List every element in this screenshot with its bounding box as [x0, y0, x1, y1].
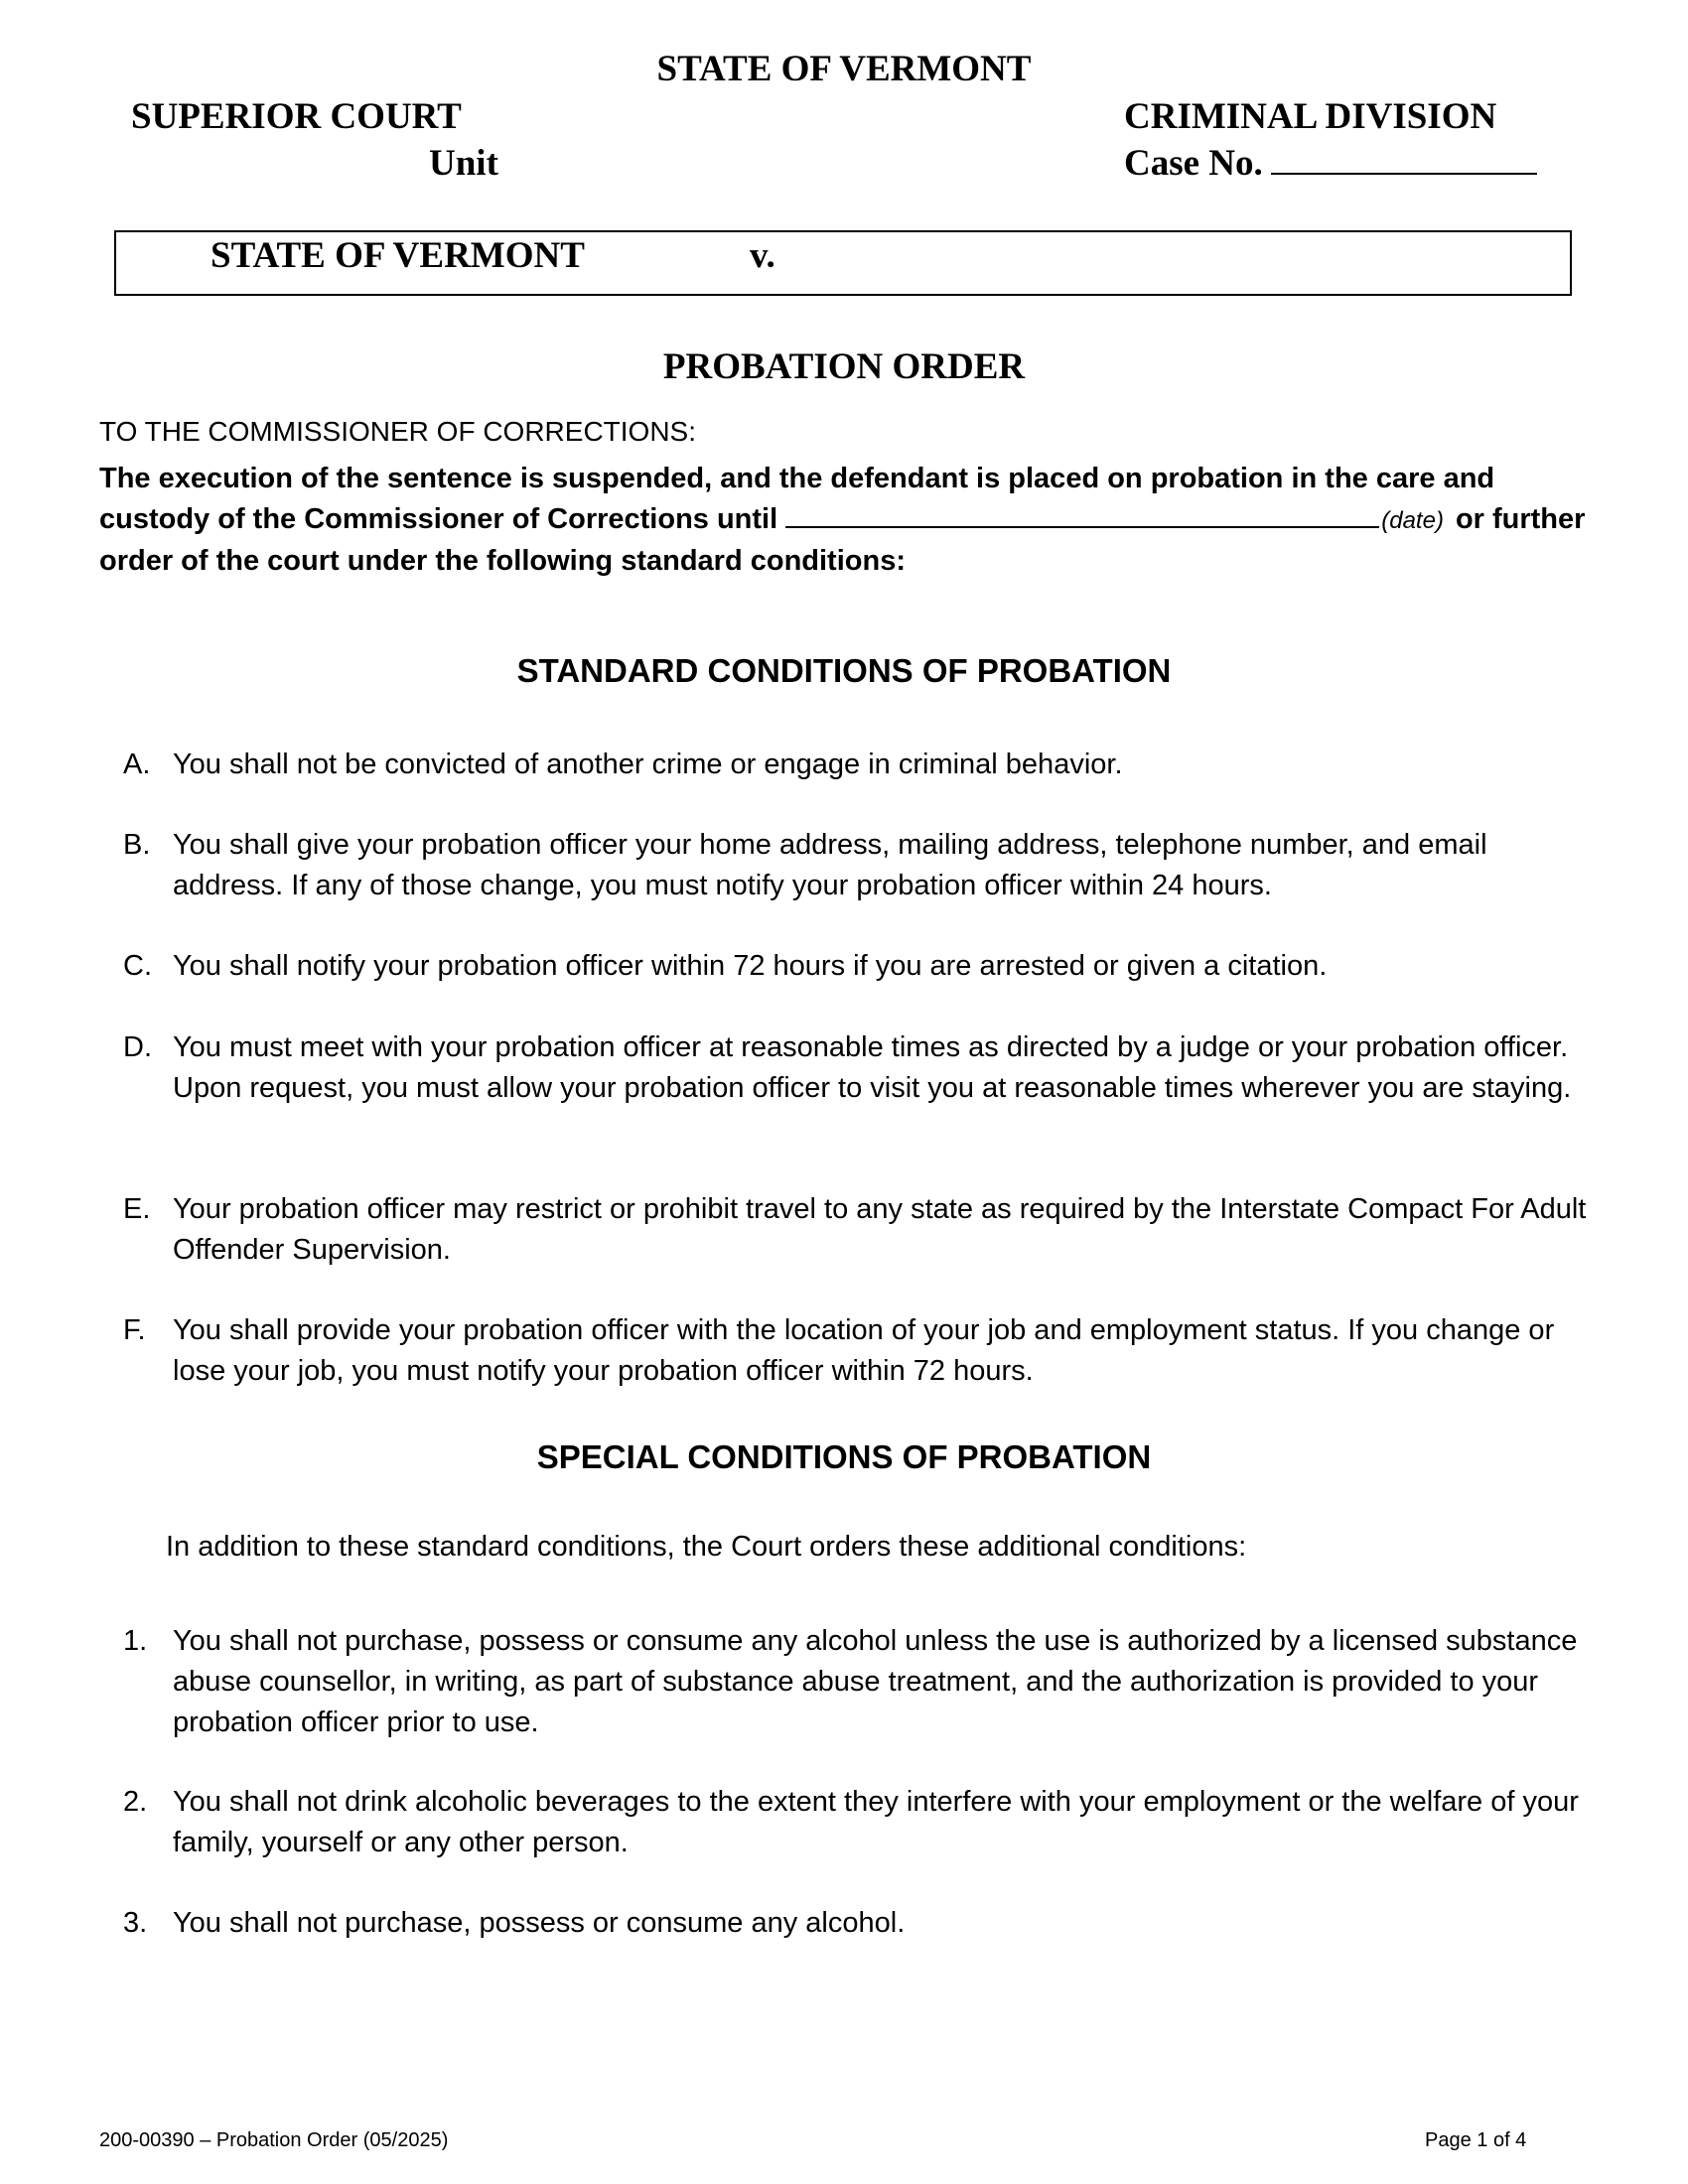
- condition-text: You shall not purchase, possess or consume any alcohol unless the use is authorized by a licensed substance abuse counsellor, in writing, as part of substance abuse treatment, and the authorization is provided to your probation officer prior to use.: [173, 1625, 1578, 1738]
- condition-text: You shall not be convicted of another crime or engage in criminal behavior.: [173, 749, 1123, 780]
- condition-text: You shall not drink alcoholic beverages to the extent they interfere with your employment or the welfare of your family, yourself or any other person.: [173, 1786, 1579, 1858]
- probation-end-date-blank[interactable]: [785, 500, 1379, 528]
- condition-marker: 3.: [123, 1907, 148, 1939]
- condition-marker: D.: [123, 1031, 152, 1063]
- condition-marker: 1.: [123, 1625, 148, 1657]
- caption-versus: v.: [750, 235, 775, 276]
- case-number-field[interactable]: [1124, 142, 1537, 185]
- page-number: Page 1 of 4: [1425, 2129, 1527, 2151]
- condition-marker: B.: [123, 829, 151, 861]
- condition-marker: F.: [123, 1314, 146, 1346]
- order-title: PROBATION ORDER: [662, 346, 1026, 387]
- case-number-label: Case No.: [1124, 143, 1263, 184]
- condition-text: Your probation officer may restrict or prohibit travel to any state as required by the Interstate Compact For Adult Offender Supervision.: [173, 1193, 1587, 1266]
- condition-text: You must meet with your probation officer at reasonable times as directed by a judge or your probation officer. Upon request, you must allow your probation officer to visit you at reasonable times wherever you are staying.: [173, 1031, 1572, 1104]
- intro-text-part1: The execution of the sentence is suspended, and the defendant is placed on probation in the care and custody of the Commissioner of Corrections until: [99, 463, 1495, 535]
- special-conditions-heading: SPECIAL CONDITIONS OF PROBATION: [536, 1438, 1152, 1475]
- condition-text: You shall give your probation officer your home address, mailing address, telephone number, and email address. If any of those change, you must notify your probation officer within 24 hours.: [173, 829, 1487, 901]
- standard-conditions-heading: STANDARD CONDITIONS OF PROBATION: [516, 652, 1172, 689]
- special-conditions-intro: In addition to these standard conditions, the Court orders these additional conditions:: [166, 1531, 1247, 1563]
- condition-text: You shall notify your probation officer within 72 hours if you are arrested or given a citation.: [173, 950, 1328, 982]
- special-condition-item: [123, 1903, 1593, 1944]
- standard-condition-item: [123, 825, 1593, 906]
- condition-text: You shall not purchase, possess or consume any alcohol.: [173, 1907, 906, 1939]
- page-state-title: STATE OF VERMONT: [656, 49, 1032, 89]
- standard-condition-item: [123, 1027, 1593, 1109]
- intro-text-part2: or further order of the court under the following standard conditions:: [99, 503, 1586, 577]
- caption-state: STATE OF VERMONT: [211, 235, 585, 276]
- intro-paragraph: [99, 459, 1609, 582]
- unit-label: Unit: [429, 143, 498, 184]
- division-name: CRIMINAL DIVISION: [1124, 96, 1497, 137]
- form-identifier: 200-00390 – Probation Order (05/2025): [99, 2129, 449, 2151]
- condition-text: You shall provide your probation officer with the location of your job and employment status. If you change or lose your job, you must notify your probation officer within 72 hours.: [173, 1314, 1555, 1387]
- condition-marker: A.: [123, 749, 151, 780]
- addressee-line: TO THE COMMISSIONER OF CORRECTIONS:: [99, 416, 697, 447]
- standard-condition-item: [123, 946, 1593, 987]
- special-condition-item: [123, 1782, 1593, 1863]
- standard-condition-item: [123, 745, 1593, 785]
- condition-marker: E.: [123, 1193, 151, 1225]
- condition-marker: C.: [123, 950, 152, 982]
- condition-marker: 2.: [123, 1786, 148, 1818]
- special-condition-item: [123, 1621, 1593, 1743]
- court-name: SUPERIOR COURT: [131, 96, 462, 137]
- date-note: (date): [1381, 507, 1444, 534]
- standard-condition-item: [123, 1189, 1593, 1271]
- standard-condition-item: [123, 1310, 1593, 1392]
- case-number-blank[interactable]: [1271, 143, 1537, 175]
